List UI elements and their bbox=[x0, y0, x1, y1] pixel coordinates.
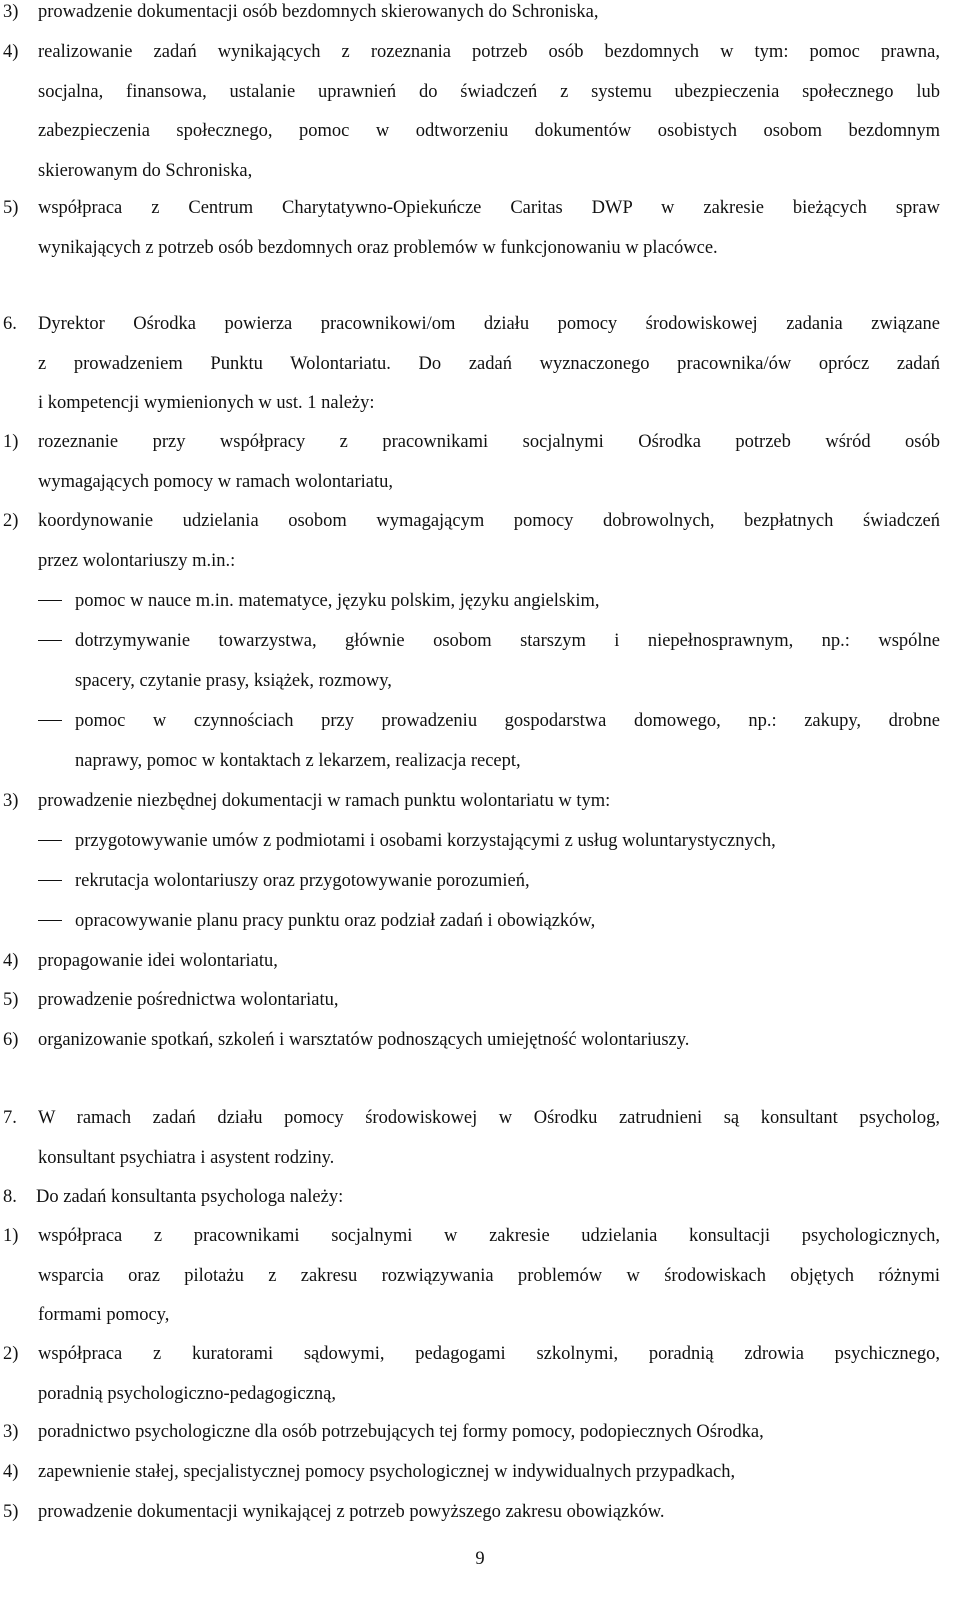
list-marker: 5) bbox=[3, 1502, 19, 1522]
list-marker: 3) bbox=[3, 791, 19, 811]
text-line: i kompetencji wymienionych w ust. 1 należy: bbox=[38, 393, 375, 413]
text-line: konsultant psychiatra i asystent rodziny. bbox=[38, 1148, 335, 1168]
list-marker: 7. bbox=[3, 1108, 17, 1128]
text-line: rozeznanie przy współpracy z pracownikami socjalnymi Ośrodka potrzeb wśród osób bbox=[38, 432, 940, 452]
dash-bullet-icon bbox=[38, 720, 62, 721]
list-marker: 3) bbox=[3, 2, 19, 22]
text-line: z prowadzeniem Punktu Wolontariatu. Do zadań wyznaczonego pracownika/ów oprócz zadań bbox=[38, 354, 940, 374]
dash-bullet-icon bbox=[38, 640, 62, 641]
text-line: realizowanie zadań wynikających z rozeznania potrzeb osób bezdomnych w tym: pomoc prawna, bbox=[38, 42, 940, 62]
text-line: pomoc w nauce m.in. matematyce, języku polskim, języku angielskim, bbox=[75, 591, 600, 611]
list-marker: 5) bbox=[3, 990, 19, 1010]
text-line: propagowanie idei wolontariatu, bbox=[38, 951, 278, 971]
dash-bullet-icon bbox=[38, 840, 62, 841]
dash-bullet-icon bbox=[38, 880, 62, 881]
list-marker: 3) bbox=[3, 1422, 19, 1442]
text-line: dotrzymywanie towarzystwa, głównie osobom starszym i niepełnosprawnym, np.: wspólne bbox=[75, 631, 940, 651]
text-line: współpraca z pracownikami socjalnymi w zakresie udzielania konsultacji psychologicznych, bbox=[38, 1226, 940, 1246]
text-line: wymagających pomocy w ramach wolontariatu, bbox=[38, 472, 393, 492]
text-line: współpraca z kuratorami sądowymi, pedagogami szkolnymi, poradnią zdrowia psychicznego, bbox=[38, 1344, 940, 1364]
list-marker: 4) bbox=[3, 1462, 19, 1482]
text-line: naprawy, pomoc w kontaktach z lekarzem, realizacja recept, bbox=[75, 751, 521, 771]
text-line: opracowywanie planu pracy punktu oraz podział zadań i obowiązków, bbox=[75, 911, 596, 931]
list-marker: 6. bbox=[3, 314, 17, 334]
text-line: prowadzenie pośrednictwa wolontariatu, bbox=[38, 990, 339, 1010]
text-line: W ramach zadań działu pomocy środowiskowej w Ośrodku zatrudnieni są konsultant psycholog, bbox=[38, 1108, 940, 1128]
list-marker: 1) bbox=[3, 1226, 19, 1246]
text-line: przez wolontariuszy m.in.: bbox=[38, 551, 236, 571]
text-line: rekrutacja wolontariuszy oraz przygotowywanie porozumień, bbox=[75, 871, 530, 891]
text-line: prowadzenie dokumentacji wynikającej z potrzeb powyższego zakresu obowiązków. bbox=[38, 1502, 665, 1522]
list-marker: 5) bbox=[3, 198, 19, 218]
list-marker: 2) bbox=[3, 1344, 19, 1364]
text-line: współpraca z Centrum Charytatywno-Opiekuńcze Caritas DWP w zakresie bieżących spraw bbox=[38, 198, 940, 218]
text-line: Dyrektor Ośrodka powierza pracownikowi/om działu pomocy środowiskowej zadania związane bbox=[38, 314, 940, 334]
text-line: poradnią psychologiczno-pedagogiczną, bbox=[38, 1384, 336, 1404]
text-line: przygotowywanie umów z podmiotami i osobami korzystającymi z usług woluntarystycznych, bbox=[75, 831, 776, 851]
text-line: formami pomocy, bbox=[38, 1305, 170, 1325]
text-line: prowadzenie dokumentacji osób bezdomnych skierowanych do Schroniska, bbox=[38, 2, 599, 22]
text-line: poradnictwo psychologiczne dla osób potrzebujących tej formy pomocy, podopiecznych Ośrodka, bbox=[38, 1422, 764, 1442]
list-marker: 8. bbox=[3, 1187, 17, 1207]
text-line: pomoc w czynnościach przy prowadzeniu gospodarstwa domowego, np.: zakupy, drobne bbox=[75, 711, 940, 731]
page-number: 9 bbox=[475, 1549, 485, 1569]
text-line: skierowanym do Schroniska, bbox=[38, 161, 253, 181]
text-line: wsparcia oraz pilotażu z zakresu rozwiązywania problemów w środowiskach objętych różnymi bbox=[38, 1266, 940, 1286]
text-line: socjalna, finansowa, ustalanie uprawnień do świadczeń z systemu ubezpieczenia społecznego lub bbox=[38, 82, 940, 102]
text-line: Do zadań konsultanta psychologa należy: bbox=[36, 1187, 344, 1207]
list-marker: 4) bbox=[3, 951, 19, 971]
list-marker: 1) bbox=[3, 432, 19, 452]
text-line: organizowanie spotkań, szkoleń i warsztatów podnoszących umiejętność wolontariuszy. bbox=[38, 1030, 690, 1050]
list-marker: 2) bbox=[3, 511, 19, 531]
dash-bullet-icon bbox=[38, 600, 62, 601]
text-line: wynikających z potrzeb osób bezdomnych oraz problemów w funkcjonowaniu w placówce. bbox=[38, 238, 718, 258]
dash-bullet-icon bbox=[38, 920, 62, 921]
text-line: koordynowanie udzielania osobom wymagającym pomocy dobrowolnych, bezpłatnych świadczeń bbox=[38, 511, 940, 531]
text-line: zapewnienie stałej, specjalistycznej pomocy psychologicznej w indywidualnych przypadkach, bbox=[38, 1462, 736, 1482]
text-line: zabezpieczenia społecznego, pomoc w odtworzeniu dokumentów osobistych osobom bezdomnym bbox=[38, 121, 940, 141]
list-marker: 4) bbox=[3, 42, 19, 62]
text-line: prowadzenie niezbędnej dokumentacji w ramach punktu wolontariatu w tym: bbox=[38, 791, 611, 811]
list-marker: 6) bbox=[3, 1030, 19, 1050]
text-line: spacery, czytanie prasy, książek, rozmowy, bbox=[75, 671, 392, 691]
